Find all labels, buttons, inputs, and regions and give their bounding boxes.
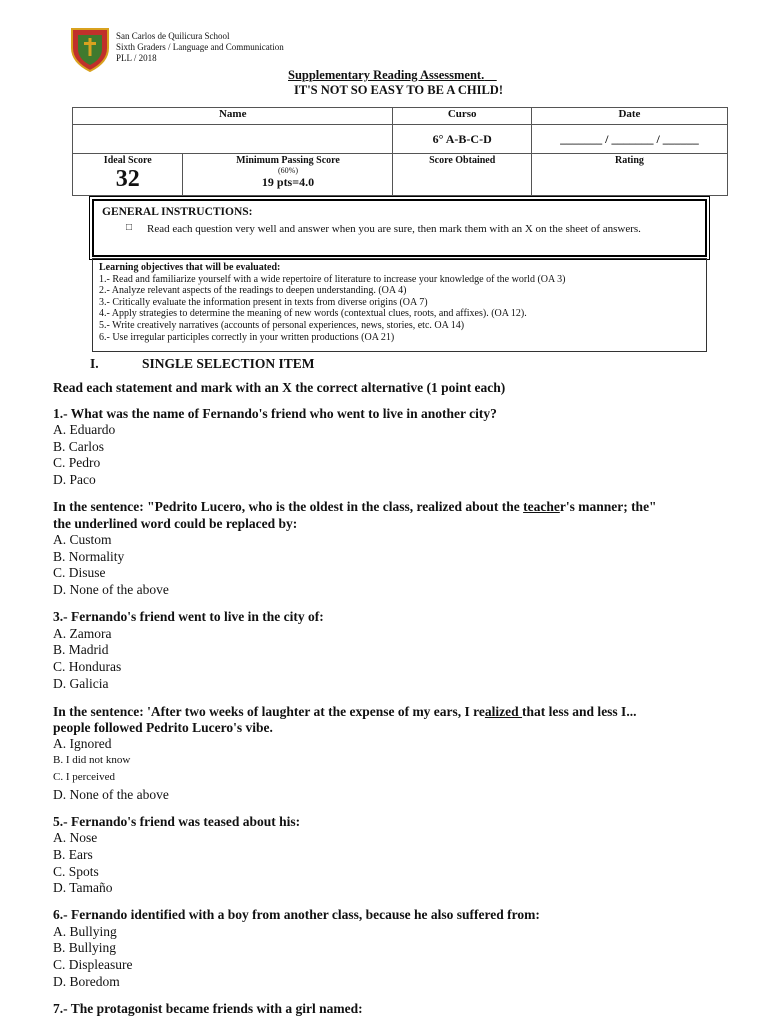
q4-option-d[interactable]: D. None of the above [53, 787, 169, 802]
objective-item: 1.- Read and familiarize yourself with a wide repertoire of literature to increase your knowledge of the world (OA 3) [99, 273, 566, 285]
q6-option-c[interactable]: C. Displeasure [53, 957, 133, 972]
objective-item: 2.- Analyze relevant aspects of the readings to deepen understanding. (OA 4) [99, 285, 407, 297]
objective-item: 4.- Apply strategies to determine the meaning of new words (contextual clues, roots, and affixes). (OA 12). [99, 308, 527, 320]
objective-item: 3.- Critically evaluate the information present in texts from diverse origins (OA 7) [99, 296, 428, 308]
q1-option-b[interactable]: B. Carlos [53, 439, 105, 454]
school-name: San Carlos de Quilicura School [116, 31, 230, 41]
q3-option-c[interactable]: C. Honduras [53, 659, 122, 674]
document-subtitle: IT'S NOT SO EASY TO BE A CHILD! [294, 83, 503, 97]
name-header: Name [73, 108, 393, 125]
question-5: 5.- Fernando's friend was teased about his: [53, 814, 301, 829]
general-instructions-box [92, 199, 707, 257]
question-4-line2: people followed Pedrito Lucero's vibe. [53, 720, 273, 735]
q1-option-d[interactable]: D. Paco [53, 472, 96, 487]
min-passing-pct: (60%) [277, 166, 298, 175]
q5-option-c[interactable]: C. Spots [53, 864, 99, 879]
score-obtained-cell[interactable] [393, 154, 531, 196]
question-7: 7.- The protagonist became friends with a girl named: [53, 1001, 363, 1016]
question-3: 3.- Fernando's friend went to live in the city of: [53, 609, 324, 624]
q1-option-a[interactable]: A. Eduardo [53, 422, 116, 437]
ideal-score-value: 32 [115, 166, 140, 192]
question-1: 1.- What was the name of Fernando's friend who went to live in another city? [53, 406, 497, 421]
q3-option-d[interactable]: D. Galicia [53, 676, 109, 691]
rating-cell[interactable] [531, 154, 727, 196]
question-2-line2: the underlined word could be replaced by: [53, 516, 298, 531]
name-field[interactable] [73, 125, 393, 154]
section-number: I. [90, 356, 99, 371]
q1-option-c[interactable]: C. Pedro [53, 455, 101, 470]
q4-option-a[interactable]: A. Ignored [53, 736, 112, 751]
q2-option-b[interactable]: B. Normality [53, 549, 125, 564]
q6-option-b[interactable]: B. Bullying [53, 940, 117, 955]
instructions-heading: GENERAL INSTRUCTIONS: [102, 206, 253, 218]
objective-item: 6.- Use irregular participles correctly in your written productions (OA 21) [99, 331, 395, 343]
q3-option-a[interactable]: A. Zamora [53, 626, 112, 641]
student-info-table [72, 107, 728, 196]
q2-option-c[interactable]: C. Disuse [53, 565, 106, 580]
school-info [116, 31, 284, 64]
date-field[interactable]: _______ / _______ / ______ [531, 125, 727, 154]
q3-option-b[interactable]: B. Madrid [53, 642, 109, 657]
school-crest-icon [70, 26, 110, 72]
checkbox-icon: □ [126, 222, 133, 233]
q2-option-d[interactable]: D. None of the above [53, 582, 169, 597]
q4-option-b[interactable]: B. I did not know [53, 754, 131, 766]
objectives-heading: Learning objectives that will be evaluated: [99, 262, 281, 273]
min-passing-label: Minimum Passing Score [236, 155, 340, 166]
section-title: SINGLE SELECTION ITEM [142, 356, 315, 371]
section-heading [90, 356, 315, 372]
date-header: Date [531, 108, 727, 125]
q5-option-a[interactable]: A. Nose [53, 830, 98, 845]
q6-option-d[interactable]: D. Boredom [53, 974, 120, 989]
question-6: 6.- Fernando identified with a boy from another class, because he also suffered from: [53, 907, 540, 922]
document-title: Supplementary Reading Assessment. [288, 68, 485, 82]
instructions-text: Read each question very well and answer when you are sure, then mark them with an X on the sheet of answers. [147, 223, 641, 235]
q4-option-c[interactable]: C. I perceived [53, 771, 115, 783]
question-4: In the sentence: 'After two weeks of laughter at the expense of my ears, I realized that less and less I... [53, 704, 637, 719]
q5-option-b[interactable]: B. Ears [53, 847, 93, 862]
school-year: PLL / 2018 [116, 53, 157, 63]
score-obtained-label: Score Obtained [429, 155, 496, 166]
objective-item: 5.- Write creatively narratives (accounts of personal experiences, news, stories, etc. OA 14) [99, 319, 465, 331]
ideal-score-cell [73, 154, 183, 196]
section-instruction: Read each statement and mark with an X the correct alternative (1 point each) [53, 380, 506, 395]
ideal-score-label: Ideal Score [103, 155, 152, 166]
q5-option-d[interactable]: D. Tamaño [53, 880, 113, 895]
school-course: Sixth Graders / Language and Communication [116, 42, 284, 52]
question-2: In the sentence: "Pedrito Lucero, who is the oldest in the class, realized about the teacher's manner; the" [53, 499, 657, 514]
min-passing-cell [183, 154, 393, 196]
min-passing-value: 19 pts=4.0 [261, 175, 315, 189]
learning-objectives-box [92, 258, 707, 352]
curso-value: 6° A-B-C-D [393, 125, 531, 154]
curso-header: Curso [393, 108, 531, 125]
rating-label: Rating [614, 155, 644, 166]
q6-option-a[interactable]: A. Bullying [53, 924, 117, 939]
q2-option-a[interactable]: A. Custom [53, 532, 112, 547]
